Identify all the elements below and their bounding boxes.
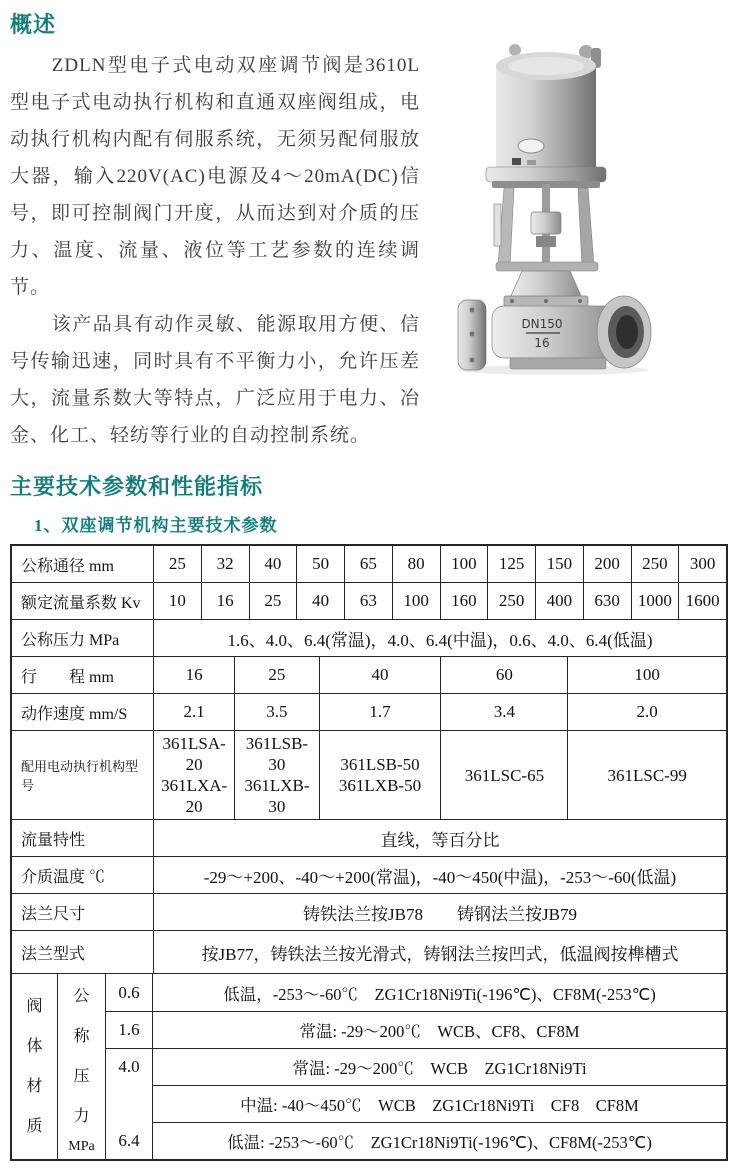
table-cell: 100 (567, 657, 726, 693)
material-label-text: 阀体材质 (26, 997, 43, 1135)
table-cell: 按JB77，铸铁法兰按光滑式，铸钢法兰按凹式，低温阀按榫槽式 (153, 931, 726, 973)
table-cell: 40 (249, 546, 297, 582)
table-cell: 25 (249, 583, 297, 619)
actuator-icon (486, 44, 606, 188)
table-cell: 1600 (678, 583, 726, 619)
table-cell: 60 (440, 657, 567, 693)
table-cell (440, 731, 567, 819)
valve-body (458, 271, 651, 370)
material-desc: 常温: -29～200℃ WCB、CF8、CF8M (152, 1011, 726, 1048)
row-action-speed (12, 693, 726, 730)
table-cell: 65 (344, 546, 392, 582)
spec-table (10, 544, 728, 1161)
table-cell (567, 731, 726, 819)
table-cell: 1000 (631, 583, 679, 619)
table-cell: 100 (392, 583, 440, 619)
valve-yoke (494, 184, 598, 271)
specs-section-title: 主要技术参数和性能指标 (10, 475, 264, 500)
valve-photo (428, 14, 728, 381)
table-cell: 3.5 (234, 694, 318, 730)
table-cell: -29～+200、-40～+200(常温)，-40～450(中温)，-253～-60(低温) (153, 857, 726, 893)
table-cell: 16 (201, 583, 249, 619)
row-label: 额定流量系数 Kv (21, 594, 141, 612)
table-cell: 250 (487, 583, 535, 619)
row-label: 流量特性 (21, 831, 86, 849)
row-actuator-model (12, 730, 726, 819)
model-line: 361LXB-30 (244, 776, 310, 816)
material-desc: 低温: -253～-60℃ ZG1Cr18Ni9Ti(-196℃)、CF8M(-253℃) (152, 1122, 726, 1159)
table-cell: 25 (153, 546, 201, 582)
table-cell (153, 731, 234, 819)
row-flange-type (12, 930, 726, 973)
table-cell: 25 (234, 657, 318, 693)
row-label: 介质温度 ℃ (21, 868, 106, 886)
row-label: 行 程 mm (21, 668, 114, 686)
model-line: 361LXA-20 (161, 776, 228, 816)
table-caption: 1、双座调节机构主要技术参数 (34, 516, 278, 535)
intro-paragraph-1: ZDLN型电子式电动双座调节阀是3610L型电子式电动执行机构和直通双座阀组成，电动执行机构内配有伺服系统，无须另配伺服放大器，输入220V(AC)电源及4～20mA(DC)信号，即可控制阀门开度，从而达到对介质的压力、温度、流量、液位等工艺参数的连续调节。 (10, 55, 420, 298)
pressure-value: 1.6 (105, 1011, 152, 1048)
table-cell: 10 (153, 583, 201, 619)
model-line: 361LSC-99 (607, 765, 687, 785)
pressure-value: 4.0 (118, 1057, 140, 1077)
pressure-label (57, 974, 105, 1159)
table-cell: 160 (440, 583, 488, 619)
table-cell: 400 (535, 583, 583, 619)
model-line: 361LXB-50 (338, 776, 422, 795)
table-cell: 250 (631, 546, 679, 582)
row-flow-characteristic (12, 819, 726, 856)
table-cell (234, 731, 318, 819)
material-desc: 低温，-253～-60℃ ZG1Cr18Ni9Ti(-196℃)、CF8M(-253℃) (152, 974, 726, 1011)
table-cell: 直线，等百分比 (153, 820, 726, 856)
model-line: 361LSC-65 (464, 765, 545, 785)
row-medium-temperature (12, 856, 726, 893)
model-line: 361LSB-30 (245, 734, 309, 774)
row-label: 配用电动执行机构型号 (21, 759, 139, 793)
pressure-label-text: 公称压力 (73, 987, 90, 1125)
row-label: 法兰尺寸 (21, 905, 86, 923)
table-cell: 40 (296, 583, 344, 619)
pressure-value: 6.4 (118, 1130, 140, 1150)
table-cell: 16 (153, 657, 234, 693)
table-cell: 2.0 (567, 694, 726, 730)
table-cell: 2.1 (153, 694, 234, 730)
table-cell: 200 (583, 546, 631, 582)
model-line: 361LSA-20 (162, 734, 226, 774)
row-label: 法兰型式 (21, 945, 86, 963)
row-label: 公称通径 mm (21, 557, 114, 575)
table-cell: 80 (392, 546, 440, 582)
table-cell: 125 (487, 546, 535, 582)
material-desc: 常温: -29～200℃ WCB ZG1Cr18Ni9Ti (152, 1048, 726, 1085)
row-stroke (12, 656, 726, 693)
pressure-value-zone (105, 1048, 152, 1159)
table-cell: 63 (344, 583, 392, 619)
table-cell: 300 (678, 546, 726, 582)
overview-title: 概述 (10, 13, 57, 38)
table-cell (319, 731, 441, 819)
table-cell: 32 (201, 546, 249, 582)
table-cell: 100 (440, 546, 488, 582)
table-cell: 铸铁法兰按JB78 铸钢法兰按JB79 (153, 894, 726, 930)
row-label: 动作速度 mm/S (21, 705, 128, 723)
valve-dn-label: DN150 (521, 317, 563, 331)
row-label: 公称压力 MPa (21, 631, 120, 649)
table-cell: 1.7 (319, 694, 441, 730)
row-nominal-diameter (12, 546, 726, 582)
pressure-label-unit: MPa (68, 1138, 95, 1154)
table-cell: 40 (319, 657, 441, 693)
material-desc: 中温: -40～450℃ WCB ZG1Cr18Ni9Ti CF8 CF8M (152, 1085, 726, 1122)
row-flange-size (12, 893, 726, 930)
valve-pn-label: 16 (534, 336, 550, 350)
intro-paragraph-2: 该产品具有动作灵敏、能源取用方便、信号传输迅速，同时具有不平衡力小，允许压差大，流量系数大等特点，广泛应用于电力、冶金、化工、轻纺等行业的自动控制系统。 (10, 314, 420, 446)
table-cell: 150 (535, 546, 583, 582)
model-line: 361LSB-50 (340, 755, 420, 774)
row-body-material (12, 973, 726, 1159)
row-flow-coefficient (12, 582, 726, 619)
row-nominal-pressure (12, 619, 726, 656)
table-cell: 50 (296, 546, 344, 582)
valve-photo-drawing (428, 14, 728, 376)
table-cell: 630 (583, 583, 631, 619)
table-cell: 3.4 (440, 694, 567, 730)
pressure-value: 0.6 (105, 974, 152, 1011)
material-label (12, 974, 57, 1159)
table-cell: 1.6、4.0、6.4(常温)，4.0、6.4(中温)，0.6、4.0、6.4(低温) (153, 620, 726, 656)
